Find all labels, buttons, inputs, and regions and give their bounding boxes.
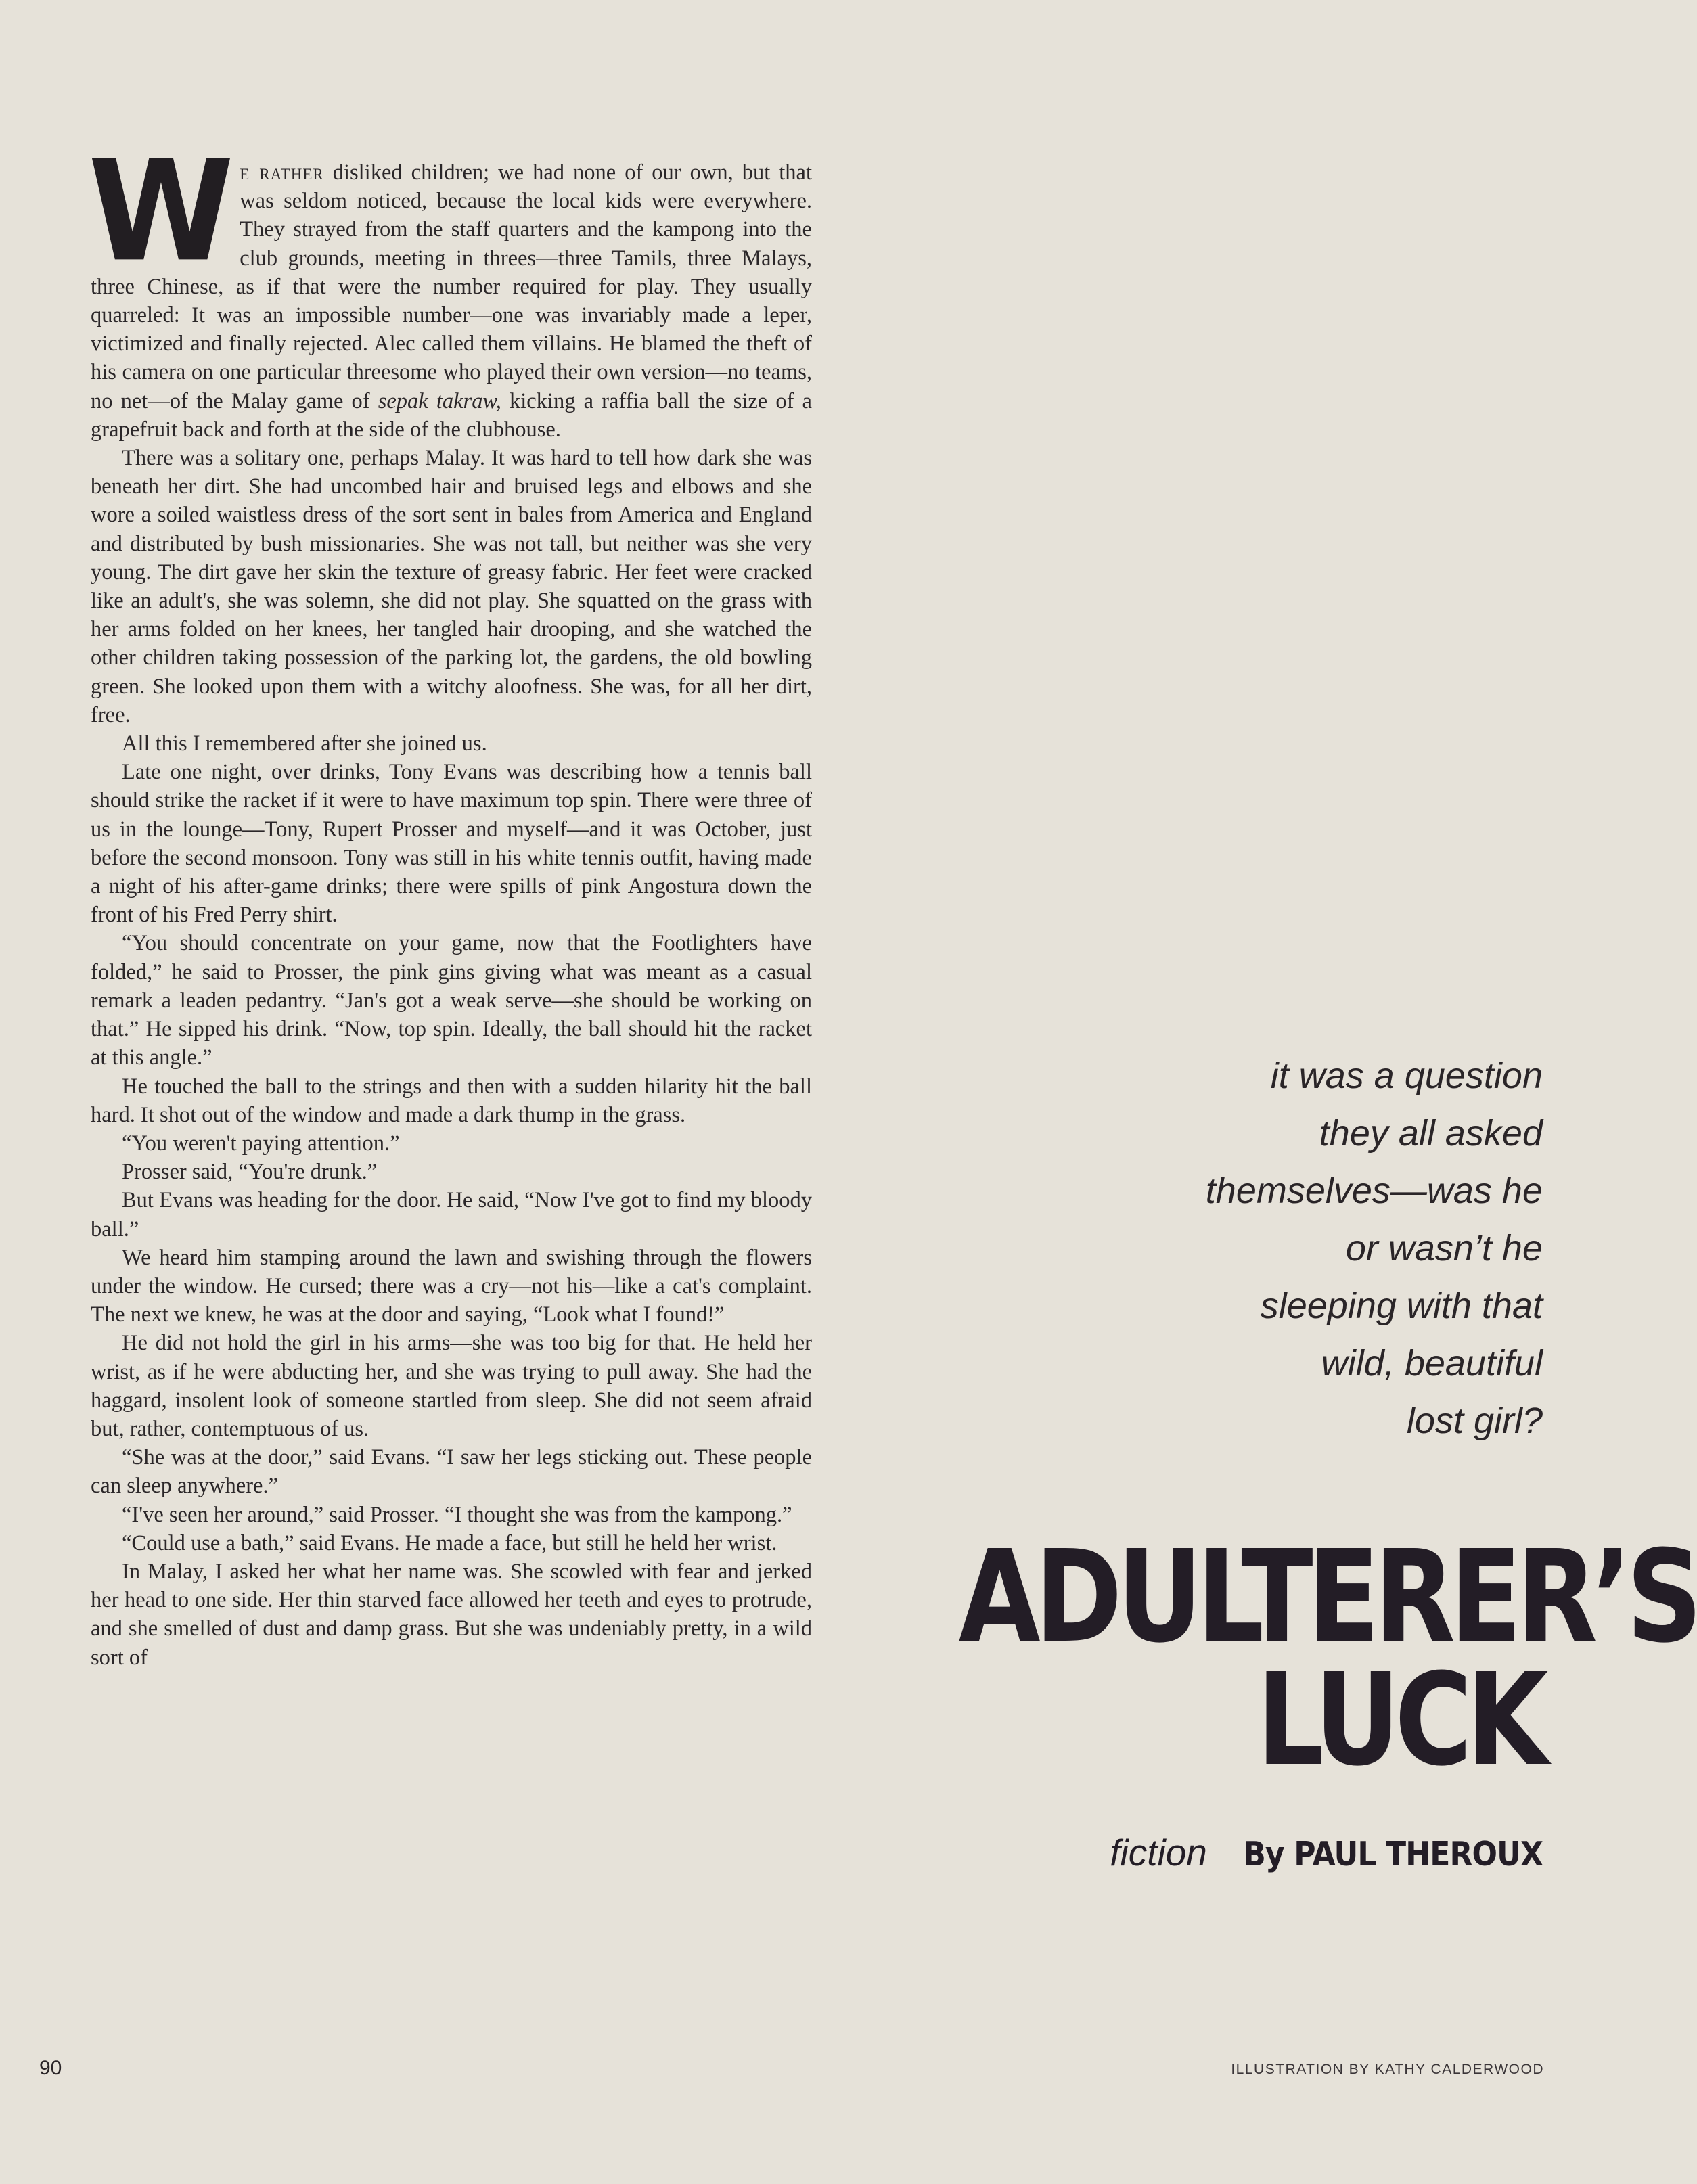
italic-term: sepak takraw, xyxy=(378,388,501,413)
article-paragraph: “You should concentrate on your game, now that the Footlighters have folded,” he said to Prosser, the pink gins giving what was meant as a casual remark a leaden pedantry. “Jan's got a weak serve—she should be working on that.” He sipped his drink. “Now, top spin. Ideally, the ball should hit the racket at this angle.” xyxy=(91,931,812,1070)
drop-cap: W xyxy=(88,131,231,293)
article-paragraph: There was a solitary one, perhaps Malay. It was hard to tell how dark she was beneath her dirt. She had uncombed hair and bruised legs and elbows and she wore a soiled waistless dress of the sort sent in bales from America and England and distributed by bush missionaries. She was not tall, but neither was she very young. The dirt gave her skin the texture of greasy fabric. Her feet were cracked like an adult's, she was solemn, she did not play. She squatted on the grass with her arms folded on her knees, her tangled hair drooping, and she watched the other children taking possession of the parking lot, the gardens, the old bowling green. She looked upon them with a witchy aloofness. She was, for all her dirt, free. xyxy=(91,446,812,727)
page-number: 90 xyxy=(39,2057,62,2079)
title-line-2: LUCK xyxy=(1257,1646,1543,1794)
article-title xyxy=(839,1523,1697,1794)
article-paragraph: “You weren't paying attention.” xyxy=(122,1131,400,1156)
author-name: By PAUL THEROUX xyxy=(1243,1835,1543,1873)
article-paragraph: All this I remembered after she joined us. xyxy=(122,731,487,756)
article-paragraph: He did not hold the girl in his arms—she was too big for that. He held her wrist, as if he were abducting her, and she was trying to pull away. She had the haggard, insolent look of someone startled from sleep. She did not seem afraid but, rather, contemptuous of us. xyxy=(91,1331,812,1441)
article-paragraph: But Evans was heading for the door. He said, “Now I've got to find my bloody ball.” xyxy=(91,1188,812,1242)
article-paragraph: Late one night, over drinks, Tony Evans was describing how a tennis ball should strike the racket if it were to have maximum top spin. There were three of us in the lounge—Tony, Rupert Prosser and myself—and it was October, just before the second monsoon. Tony was still in his white tennis outfit, having made a night of his after-game drinks; there were spills of pink Angostura down the front of his Fred Perry shirt. xyxy=(91,760,812,928)
article-paragraph: He touched the ball to the strings and then with a sudden hilarity hit the ball hard. It shot out of the window and made a dark thump in the grass. xyxy=(91,1074,812,1127)
paragraph-text: kicking a raffia ball the size of a grapefruit back and forth at the side of the clubhouse. xyxy=(91,388,812,442)
paragraph-text: disliked children; we had none of our own, but that was seldom noticed, because the local kids were everywhere. They strayed from the staff quarters and the kampong into the club grounds, meeting in threes—three Tamils, three Malays, three Chinese, as if that were the number required for play. They usually quarreled: It was an impossible number—one was invariably made a leper, victimized and finally rejected. Alec called them villains. He blamed the theft of his camera on one particular threesome who played their own version—no teams, no net—of the Malay game of xyxy=(91,160,812,413)
article-body xyxy=(88,131,812,1672)
illustration-credit: ILLUSTRATION BY KATHY CALDERWOOD xyxy=(1231,2062,1544,2077)
article-paragraph xyxy=(88,131,812,444)
article-paragraph: In Malay, I asked her what her name was. She scowled with fear and jerked her head to one side. Her thin starved face allowed her teeth and eyes to protrude, and she smelled of dust and damp grass. But she was undeniably pretty, in a wild sort of xyxy=(91,1559,812,1670)
article-paragraph: We heard him stamping around the lawn and swishing through the flowers under the window. He cursed; there was a cry—not his—like a cat's complaint. The next we knew, he was at the door and saying, “Look what I found!” xyxy=(91,1245,812,1327)
article-paragraph: “I've seen her around,” said Prosser. “I thought she was from the kampong.” xyxy=(122,1502,792,1527)
lead-in-smallcaps: e rather xyxy=(240,160,324,185)
article-paragraph: “Could use a bath,” said Evans. He made a face, but still he held her wrist. xyxy=(122,1530,777,1555)
title-line-1: ADULTERER’S xyxy=(958,1523,1697,1671)
article-paragraph: Prosser said, “You're drunk.” xyxy=(122,1160,378,1185)
article-paragraph: “She was at the door,” said Evans. “I saw her legs sticking out. These people can sleep anywhere.” xyxy=(91,1445,812,1499)
pull-quote: it was a question they all asked themselves—was he or wasn’t he sleeping with that wild, beautiful lost girl? xyxy=(1205,1055,1543,1441)
byline xyxy=(947,1831,1543,1874)
section-label: fiction xyxy=(1110,1832,1207,1873)
